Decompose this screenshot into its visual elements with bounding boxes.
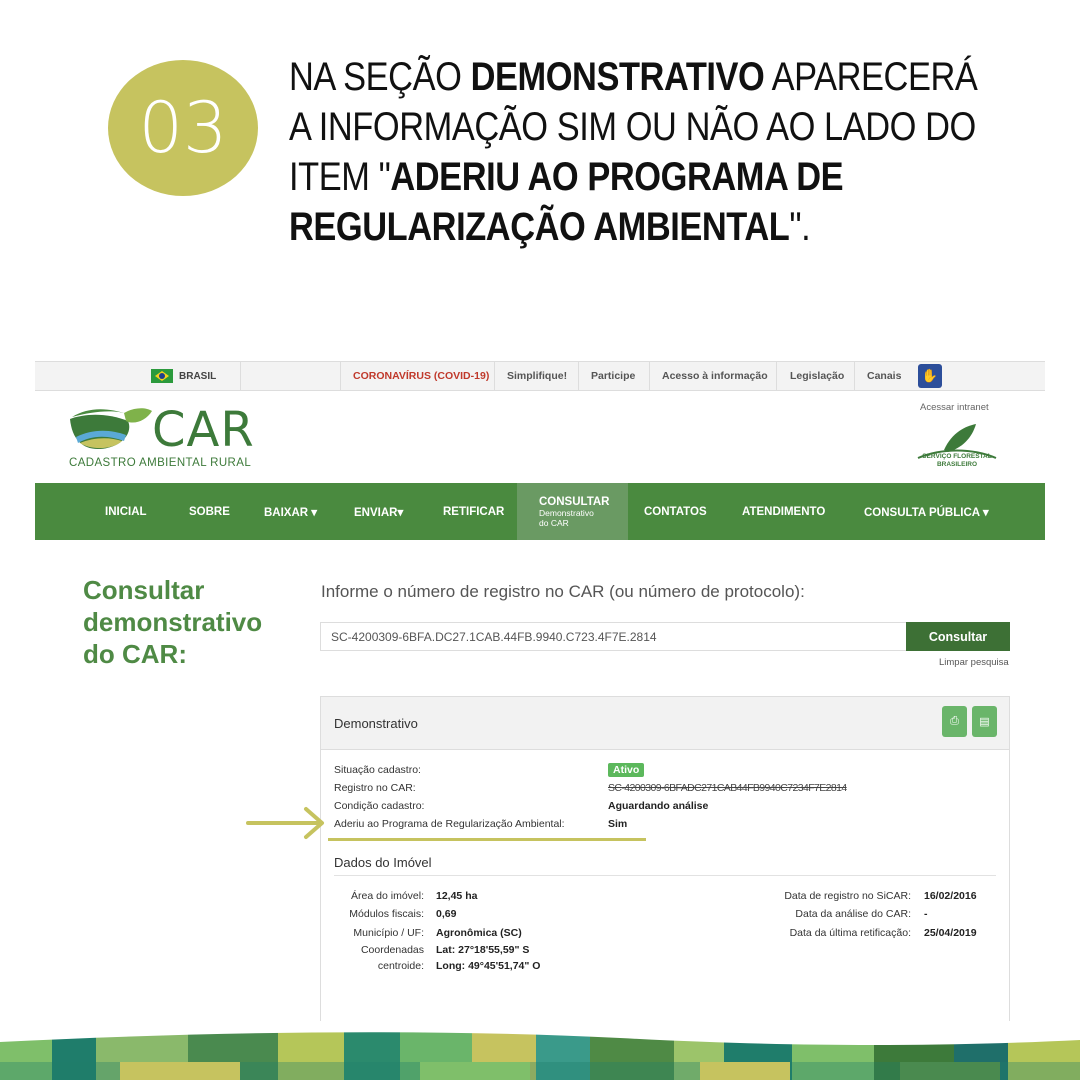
area-label: Área do imóvel:	[351, 890, 424, 902]
section-divider	[334, 875, 996, 876]
nav-inicial[interactable]: INICIAL	[105, 505, 147, 518]
latitude-value: Lat: 27°18'55,59" S	[436, 944, 530, 956]
longitude-value: Long: 49°45'51,74" O	[436, 960, 541, 972]
headline-bold: DEMONSTRATIVO	[470, 55, 765, 99]
area-value: 12,45 ha	[436, 890, 478, 902]
pdf-icon[interactable]: ▤	[972, 706, 997, 737]
print-icon[interactable]: ⎙	[942, 706, 967, 737]
data-registro-label: Data de registro no SiCAR:	[784, 890, 911, 902]
nav-contatos[interactable]: CONTATOS	[644, 505, 707, 518]
servico-florestal-text	[912, 453, 1002, 469]
page-title-line: do CAR:	[83, 639, 187, 669]
municipio-value: Agronômica (SC)	[436, 927, 522, 939]
nav-consultar-label: CONSULTAR	[539, 495, 610, 508]
topbar-link-simplifique[interactable]: Simplifique!	[507, 370, 568, 382]
decorative-footer-pattern	[0, 1028, 1080, 1080]
page-title-line: Consultar	[83, 575, 205, 605]
situacao-label: Situação cadastro:	[334, 764, 421, 776]
car-logo-word: CAR	[152, 402, 255, 458]
intranet-link[interactable]: Acessar intranet	[920, 402, 989, 413]
consultar-button[interactable]: Consultar	[906, 622, 1010, 651]
topbar-link-acesso-informacao[interactable]: Acesso à informação	[662, 370, 768, 382]
headline-text: ITEM "	[289, 155, 391, 199]
demonstrativo-panel	[320, 696, 1010, 1021]
pra-value: Sim	[608, 818, 628, 830]
data-retificacao-label: Data da última retificação:	[789, 927, 911, 939]
accessibility-icon[interactable]: ✋	[918, 364, 942, 388]
headline-text: NA SEÇÃO	[289, 55, 471, 99]
pra-label: Aderiu ao Programa de Regularização Ambiental:	[334, 818, 565, 830]
topbar-link-canais[interactable]: Canais	[867, 370, 902, 382]
centroide-label: centroide:	[377, 960, 424, 972]
coordenadas-label: Coordenadas	[360, 944, 424, 956]
dados-imovel-title: Dados do Imóvel	[334, 855, 432, 870]
topbar-link-covid[interactable]: CORONAVÍRUS (COVID-19)	[353, 370, 490, 382]
main-nav	[35, 483, 1045, 540]
data-analise-value: -	[924, 908, 928, 920]
nav-consultar-sub: do CAR	[539, 517, 569, 528]
data-registro-value: 16/02/2016	[924, 890, 977, 902]
municipio-label: Município / UF:	[353, 927, 424, 939]
brasil-link[interactable]	[151, 362, 216, 390]
highlight-underline	[328, 838, 646, 841]
highlight-arrow-icon	[246, 806, 326, 840]
modulos-value: 0,69	[436, 908, 457, 920]
registro-value: SC-4200309-6BFADC271CAB44FB9940C7234F7E2814	[608, 782, 847, 794]
servico-florestal-logo-icon[interactable]	[912, 420, 1002, 482]
nav-baixar[interactable]: BAIXAR ▾	[264, 506, 318, 519]
sfb-line: BRASILEIRO	[936, 461, 978, 468]
status-badge: Ativo	[608, 763, 644, 777]
page-title-line: demonstrativo	[83, 607, 263, 637]
nav-atendimento[interactable]: ATENDIMENTO	[742, 505, 826, 518]
clear-search-link[interactable]: Limpar pesquisa	[939, 657, 1009, 668]
modulos-label: Módulos fiscais:	[349, 908, 424, 920]
headline-bold: ADERIU AO PROGRAMA DE	[390, 155, 844, 199]
gov-top-bar	[35, 361, 1045, 391]
data-analise-label: Data da análise do CAR:	[795, 908, 911, 920]
condicao-label: Condição cadastro:	[334, 800, 425, 812]
step-number: 03	[138, 87, 228, 169]
data-retificacao-value: 25/04/2019	[924, 927, 977, 939]
nav-retificar[interactable]: RETIFICAR	[443, 505, 505, 518]
nav-enviar[interactable]: ENVIAR▾	[354, 506, 404, 519]
step-number-badge	[108, 60, 258, 196]
car-website	[35, 361, 1045, 1021]
headline-bold: REGULARIZAÇÃO AMBIENTAL	[289, 205, 790, 249]
site-header	[35, 390, 1045, 483]
page-title	[83, 574, 262, 670]
brazil-flag-icon	[151, 369, 173, 383]
car-leaf-logo-icon[interactable]	[68, 405, 153, 453]
nav-consultar-sub: Demonstrativo	[539, 507, 594, 518]
car-logo-subtitle: CADASTRO AMBIENTAL RURAL	[69, 457, 252, 469]
condicao-value: Aguardando análise	[608, 800, 709, 812]
headline-text: ".	[789, 205, 811, 249]
nav-sobre[interactable]: SOBRE	[189, 505, 230, 518]
nav-consulta-publica[interactable]: CONSULTA PÚBLICA ▾	[864, 506, 989, 519]
panel-title: Demonstrativo	[334, 716, 418, 731]
nav-consultar[interactable]	[517, 483, 628, 540]
panel-header	[321, 697, 1009, 750]
search-prompt: Informe o número de registro no CAR (ou número de protocolo):	[321, 582, 805, 601]
topbar-link-participe[interactable]: Participe	[591, 370, 636, 382]
brasil-label: BRASIL	[179, 370, 217, 382]
headline-text: APARECERÁ	[764, 55, 978, 99]
instruction-headline	[289, 52, 978, 252]
registro-label: Registro no CAR:	[334, 782, 416, 794]
car-number-input[interactable]: SC-4200309-6BFA.DC27.1CAB.44FB.9940.C723.4F7E.2814	[320, 622, 906, 651]
sfb-line: SERVIÇO FLORESTAL	[922, 453, 992, 460]
headline-text: A INFORMAÇÃO SIM OU NÃO AO LADO DO	[289, 105, 976, 149]
topbar-link-legislacao[interactable]: Legislação	[790, 370, 845, 382]
